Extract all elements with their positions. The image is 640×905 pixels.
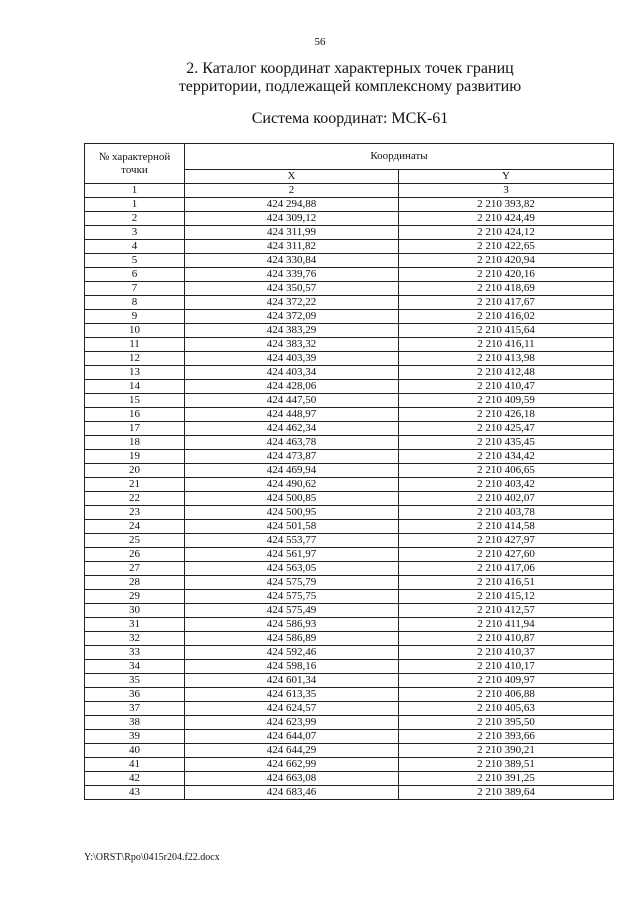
y-coordinate-cell: 2 210 427,60: [399, 548, 614, 562]
point-number-cell: 40: [85, 744, 185, 758]
point-number-cell: 8: [85, 296, 185, 310]
coordinate-system-label: Система координат: МСК-61: [251, 110, 449, 127]
point-number-cell: 26: [85, 548, 185, 562]
y-coordinate-cell: 2 210 426,18: [399, 408, 614, 422]
point-number-cell: 11: [85, 338, 185, 352]
y-coordinate-cell: 2 210 410,37: [399, 646, 614, 660]
point-number-cell: 36: [85, 688, 185, 702]
table-row: [85, 464, 614, 478]
y-coordinate-cell: 2 210 390,21: [399, 744, 614, 758]
table-row: [85, 646, 614, 660]
x-coordinate-cell: 424 469,94: [185, 464, 399, 478]
x-coordinate-cell: 424 613,35: [185, 688, 399, 702]
table-row: [85, 562, 614, 576]
point-number-cell: 24: [85, 520, 185, 534]
point-number-cell: 29: [85, 590, 185, 604]
table-row: [85, 212, 614, 226]
y-coordinate-cell: 2 210 415,64: [399, 324, 614, 338]
point-number-cell: 16: [85, 408, 185, 422]
point-number-cell: 22: [85, 492, 185, 506]
table-body: [85, 198, 614, 800]
x-coordinate-cell: 424 575,49: [185, 604, 399, 618]
y-coordinate-cell: 2 210 420,16: [399, 268, 614, 282]
table-row: [85, 730, 614, 744]
x-coordinate-cell: 424 598,16: [185, 660, 399, 674]
x-coordinate-cell: 424 339,76: [185, 268, 399, 282]
x-coordinate-cell: 424 490,62: [185, 478, 399, 492]
header-x: X: [185, 170, 399, 184]
x-coordinate-cell: 424 623,99: [185, 716, 399, 730]
y-coordinate-cell: 2 210 427,97: [399, 534, 614, 548]
point-number-cell: 38: [85, 716, 185, 730]
table-row: [85, 226, 614, 240]
table-row: [85, 380, 614, 394]
x-coordinate-cell: 424 561,97: [185, 548, 399, 562]
table-row: [85, 506, 614, 520]
point-number-cell: 4: [85, 240, 185, 254]
point-number-cell: 18: [85, 436, 185, 450]
point-number-cell: 9: [85, 310, 185, 324]
point-number-cell: 23: [85, 506, 185, 520]
table-row: [85, 632, 614, 646]
y-coordinate-cell: 2 210 393,66: [399, 730, 614, 744]
y-coordinate-cell: 2 210 405,63: [399, 702, 614, 716]
y-coordinate-cell: 2 210 416,02: [399, 310, 614, 324]
coordinate-catalog-table: [84, 143, 614, 800]
table-row: [85, 492, 614, 506]
table-row: [85, 604, 614, 618]
point-number-cell: 15: [85, 394, 185, 408]
y-coordinate-cell: 2 210 413,98: [399, 352, 614, 366]
x-coordinate-cell: 424 601,34: [185, 674, 399, 688]
y-coordinate-cell: 2 210 403,42: [399, 478, 614, 492]
table-row: [85, 702, 614, 716]
x-coordinate-cell: 424 311,99: [185, 226, 399, 240]
header-point-number: № характерной точки: [85, 144, 185, 184]
y-coordinate-cell: 2 210 412,48: [399, 366, 614, 380]
point-number-cell: 43: [85, 786, 185, 800]
table-row: [85, 534, 614, 548]
title-line-1: 2. Каталог координат характерных точек границ: [186, 60, 514, 77]
header-coordinates: Координаты: [185, 144, 614, 170]
point-number-cell: 28: [85, 576, 185, 590]
y-coordinate-cell: 2 210 422,65: [399, 240, 614, 254]
table-row: [85, 590, 614, 604]
y-coordinate-cell: 2 210 410,47: [399, 380, 614, 394]
y-coordinate-cell: 2 210 416,51: [399, 576, 614, 590]
x-coordinate-cell: 424 575,75: [185, 590, 399, 604]
table-row: [85, 660, 614, 674]
y-coordinate-cell: 2 210 412,57: [399, 604, 614, 618]
x-coordinate-cell: 424 383,32: [185, 338, 399, 352]
y-coordinate-cell: 2 210 406,65: [399, 464, 614, 478]
table-row: [85, 674, 614, 688]
y-coordinate-cell: 2 210 402,07: [399, 492, 614, 506]
point-number-cell: 6: [85, 268, 185, 282]
x-coordinate-cell: 424 330,84: [185, 254, 399, 268]
x-coordinate-cell: 424 309,12: [185, 212, 399, 226]
x-coordinate-cell: 424 428,06: [185, 380, 399, 394]
y-coordinate-cell: 2 210 391,25: [399, 772, 614, 786]
point-number-cell: 30: [85, 604, 185, 618]
x-coordinate-cell: 424 311,82: [185, 240, 399, 254]
table-row: [85, 618, 614, 632]
table-row: [85, 268, 614, 282]
x-coordinate-cell: 424 447,50: [185, 394, 399, 408]
y-coordinate-cell: 2 210 393,82: [399, 198, 614, 212]
table-row: [85, 198, 614, 212]
table-row: [85, 450, 614, 464]
x-coordinate-cell: 424 448,97: [185, 408, 399, 422]
x-coordinate-cell: 424 683,46: [185, 786, 399, 800]
y-coordinate-cell: 2 210 410,17: [399, 660, 614, 674]
x-coordinate-cell: 424 403,39: [185, 352, 399, 366]
point-number-cell: 1: [85, 198, 185, 212]
y-coordinate-cell: 2 210 417,06: [399, 562, 614, 576]
table-row: [85, 408, 614, 422]
x-coordinate-cell: 424 372,22: [185, 296, 399, 310]
point-number-cell: 7: [85, 282, 185, 296]
y-coordinate-cell: 2 210 424,12: [399, 226, 614, 240]
y-coordinate-cell: 2 210 417,67: [399, 296, 614, 310]
y-coordinate-cell: 2 210 434,42: [399, 450, 614, 464]
point-number-cell: 41: [85, 758, 185, 772]
table-row: [85, 548, 614, 562]
point-number-cell: 21: [85, 478, 185, 492]
table-row: [85, 296, 614, 310]
x-coordinate-cell: 424 500,95: [185, 506, 399, 520]
y-coordinate-cell: 2 210 424,49: [399, 212, 614, 226]
point-number-cell: 3: [85, 226, 185, 240]
table-row: [85, 520, 614, 534]
x-coordinate-cell: 424 575,79: [185, 576, 399, 590]
y-coordinate-cell: 2 210 409,59: [399, 394, 614, 408]
header-y: Y: [399, 170, 614, 184]
page-number: 56: [314, 36, 326, 48]
point-number-cell: 14: [85, 380, 185, 394]
y-coordinate-cell: 2 210 406,88: [399, 688, 614, 702]
table-row: [85, 436, 614, 450]
y-coordinate-cell: 2 210 414,58: [399, 520, 614, 534]
point-number-cell: 5: [85, 254, 185, 268]
x-coordinate-cell: 424 294,88: [185, 198, 399, 212]
point-number-cell: 33: [85, 646, 185, 660]
table-row: [85, 772, 614, 786]
y-coordinate-cell: 2 210 435,45: [399, 436, 614, 450]
point-number-cell: 13: [85, 366, 185, 380]
column-number-1: 1: [85, 184, 185, 198]
point-number-cell: 37: [85, 702, 185, 716]
y-coordinate-cell: 2 210 425,47: [399, 422, 614, 436]
table-row: [85, 576, 614, 590]
document-title: [0, 60, 640, 96]
x-coordinate-cell: 424 462,34: [185, 422, 399, 436]
table-row: [85, 338, 614, 352]
point-number-cell: 35: [85, 674, 185, 688]
title-line-2: территории, подлежащей комплексному развитию: [178, 78, 522, 95]
table-row: [85, 758, 614, 772]
x-coordinate-cell: 424 501,58: [185, 520, 399, 534]
x-coordinate-cell: 424 586,89: [185, 632, 399, 646]
table-row: [85, 310, 614, 324]
point-number-cell: 2: [85, 212, 185, 226]
x-coordinate-cell: 424 372,09: [185, 310, 399, 324]
footer-file-path: Y:\ORST\Rpo\0415r204.f22.docx: [84, 852, 220, 863]
point-number-cell: 39: [85, 730, 185, 744]
x-coordinate-cell: 424 473,87: [185, 450, 399, 464]
x-coordinate-cell: 424 500,85: [185, 492, 399, 506]
column-number-3: 3: [399, 184, 614, 198]
x-coordinate-cell: 424 586,93: [185, 618, 399, 632]
y-coordinate-cell: 2 210 420,94: [399, 254, 614, 268]
x-coordinate-cell: 424 663,08: [185, 772, 399, 786]
table-row: [85, 240, 614, 254]
x-coordinate-cell: 424 383,29: [185, 324, 399, 338]
table-row: [85, 394, 614, 408]
x-coordinate-cell: 424 350,57: [185, 282, 399, 296]
table-row: [85, 324, 614, 338]
x-coordinate-cell: 424 403,34: [185, 366, 399, 380]
point-number-cell: 27: [85, 562, 185, 576]
point-number-cell: 19: [85, 450, 185, 464]
column-number-2: 2: [185, 184, 399, 198]
y-coordinate-cell: 2 210 389,51: [399, 758, 614, 772]
point-number-cell: 34: [85, 660, 185, 674]
y-coordinate-cell: 2 210 418,69: [399, 282, 614, 296]
table-row: [85, 282, 614, 296]
y-coordinate-cell: 2 210 409,97: [399, 674, 614, 688]
table-row: [85, 688, 614, 702]
point-number-cell: 25: [85, 534, 185, 548]
x-coordinate-cell: 424 644,07: [185, 730, 399, 744]
y-coordinate-cell: 2 210 389,64: [399, 786, 614, 800]
point-number-cell: 32: [85, 632, 185, 646]
y-coordinate-cell: 2 210 411,94: [399, 618, 614, 632]
point-number-cell: 20: [85, 464, 185, 478]
point-number-cell: 31: [85, 618, 185, 632]
table-row: [85, 422, 614, 436]
table-row: [85, 786, 614, 800]
point-number-cell: 17: [85, 422, 185, 436]
x-coordinate-cell: 424 563,05: [185, 562, 399, 576]
y-coordinate-cell: 2 210 410,87: [399, 632, 614, 646]
table-row: [85, 478, 614, 492]
x-coordinate-cell: 424 592,46: [185, 646, 399, 660]
point-number-cell: 42: [85, 772, 185, 786]
point-number-cell: 10: [85, 324, 185, 338]
table-row: [85, 744, 614, 758]
y-coordinate-cell: 2 210 395,50: [399, 716, 614, 730]
point-number-cell: 12: [85, 352, 185, 366]
y-coordinate-cell: 2 210 415,12: [399, 590, 614, 604]
table-row: [85, 352, 614, 366]
table-row: [85, 366, 614, 380]
x-coordinate-cell: 424 624,57: [185, 702, 399, 716]
x-coordinate-cell: 424 553,77: [185, 534, 399, 548]
table-row: [85, 716, 614, 730]
y-coordinate-cell: 2 210 416,11: [399, 338, 614, 352]
x-coordinate-cell: 424 644,29: [185, 744, 399, 758]
table-row: [85, 254, 614, 268]
y-coordinate-cell: 2 210 403,78: [399, 506, 614, 520]
x-coordinate-cell: 424 662,99: [185, 758, 399, 772]
x-coordinate-cell: 424 463,78: [185, 436, 399, 450]
